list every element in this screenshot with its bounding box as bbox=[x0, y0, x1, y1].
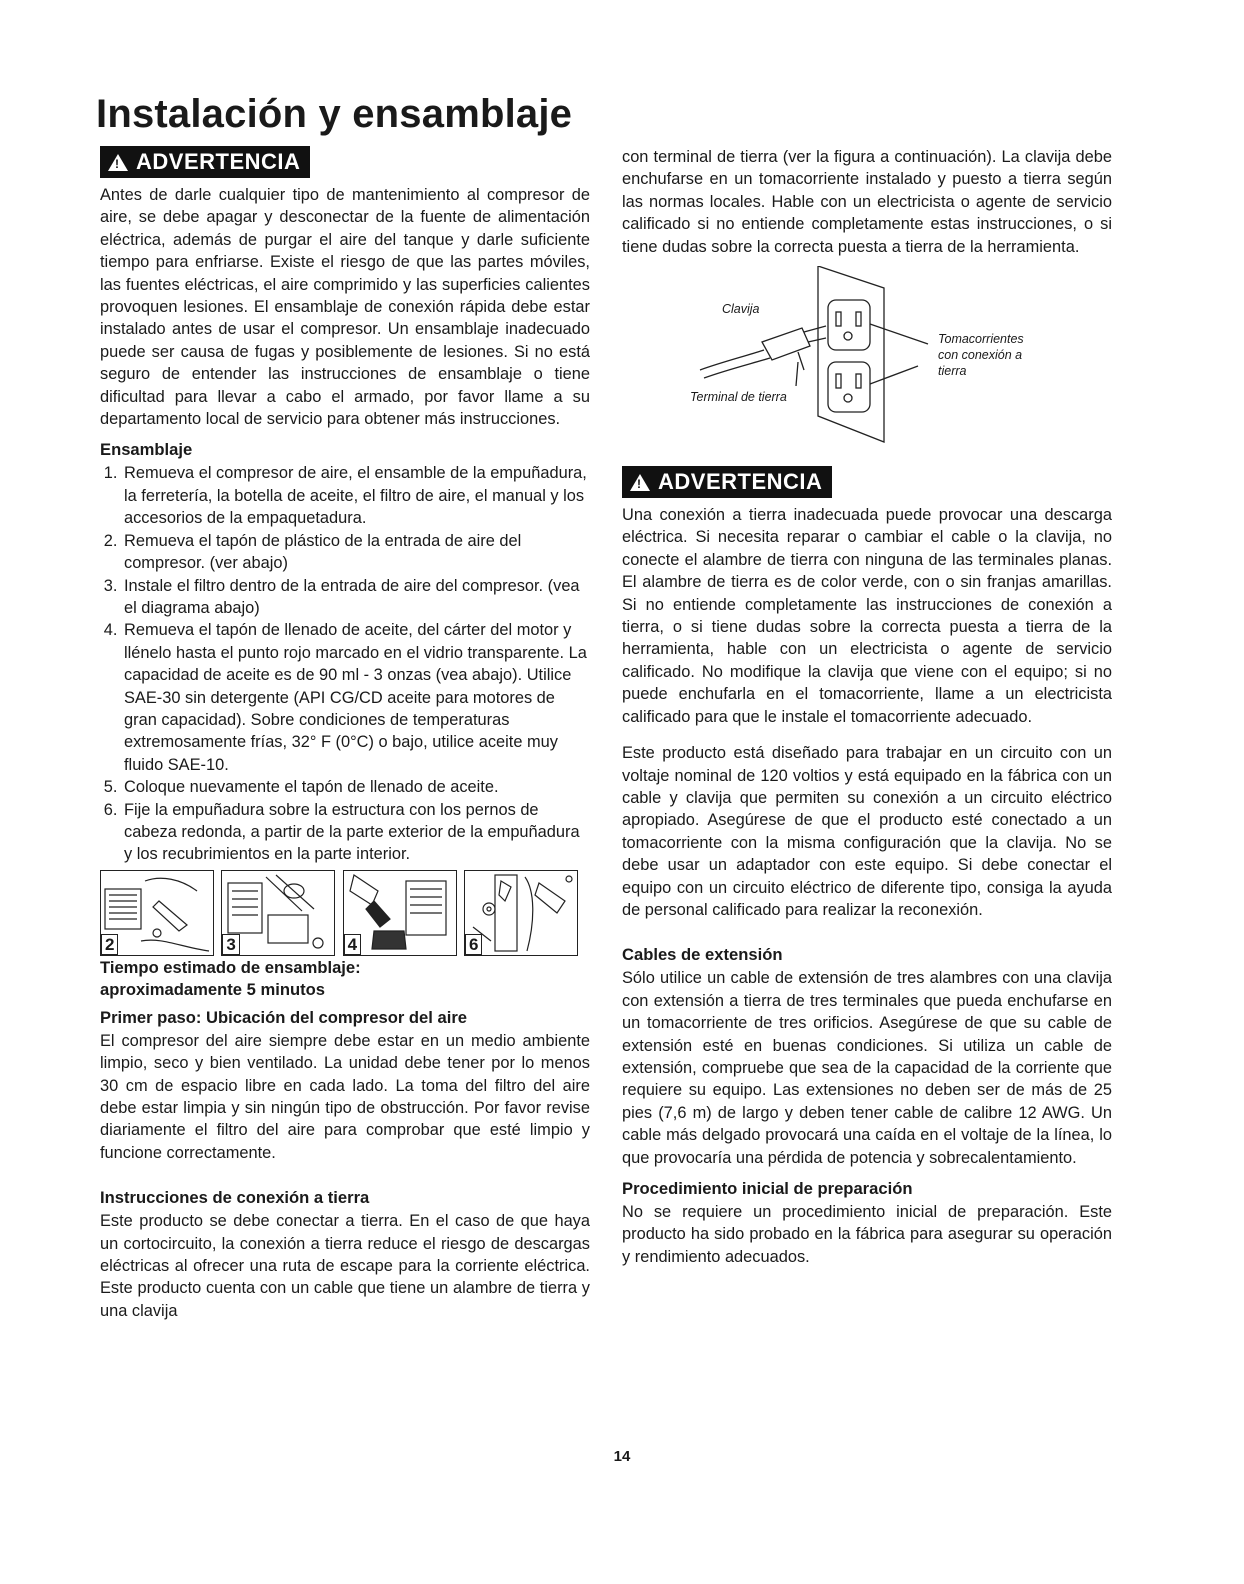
warning-text: Una conexión a tierra inadecuada puede provocar una descarga eléctrica. Si necesita reparar o cambiar el cable o la clavija, no conecte el alambre de tierra con ninguna de las terminales planas. El alambre de tierra es de color verde, con o sin franjas amarillas. Si no entiende completamente las instrucciones de conexión a tierra, o si tiene dudas sobre la correcta puesta a tierra de la herramienta, hable con un electricista o agente de servicio calificado. No modifique la clavija que viene con el equipo; si no puede enchufarla en el tomacorriente, llame a un electricista calificado para que le instale el tomacorriente adecuado. bbox=[622, 506, 1112, 726]
warning-banner bbox=[100, 146, 310, 178]
product-text: Este producto está diseñado para trabajar en un circuito con un voltaje nominal de 120 voltios y está equipado en la fábrica con un cable y clavija que permiten su conexión a un circuito eléctrico apropiado. Asegúrese de que el producto esté conectado a un tomacorriente con la misma configuración que la clavija. No se debe usar un adaptador con este equipo. Si debe conectar el equipo con un circuito eléctrico de diferente tipo, consiga la ayuda de personal calificado para realizar la reconexión. bbox=[622, 744, 1112, 919]
page-number: 14 bbox=[613, 1448, 631, 1465]
assembly-step: 3. Instale el filtro dentro de la entrada de aire del compresor. (vea el diagrama abajo) bbox=[122, 575, 590, 620]
assembly-step: 5. Coloque nuevamente el tapón de llenado de aceite. bbox=[122, 776, 590, 798]
warning-label: ADVERTENCIA bbox=[658, 469, 823, 495]
plug-outlet-illustration bbox=[622, 266, 1112, 452]
procedure-heading: Procedimiento inicial de preparación bbox=[622, 1179, 913, 1198]
warning-banner bbox=[622, 466, 832, 498]
warning-triangle-icon bbox=[108, 154, 128, 171]
assembly-photo bbox=[343, 870, 457, 956]
photo-number: 3 bbox=[222, 934, 239, 955]
photo-number: 6 bbox=[465, 934, 482, 955]
outlet-caption-line-3: tierra bbox=[938, 364, 967, 379]
extension-heading: Cables de extensión bbox=[622, 945, 783, 965]
assembly-photo bbox=[100, 870, 214, 956]
right-column bbox=[622, 146, 1112, 1268]
assembly-step: 2. Remueva el tapón de plástico de la entrada de aire del compresor. (ver abajo) bbox=[122, 530, 590, 575]
assembly-step: 1. Remueva el compresor de aire, el ensamble de la empuñadura, la ferretería, la botella de aceite, el filtro de aire, el manual y los accesorios de la empaquetadura. bbox=[122, 462, 590, 529]
page-title: Instalación y ensamblaje bbox=[96, 92, 573, 136]
outlet-caption-line-1: Tomacorrientes bbox=[938, 332, 1024, 347]
photo-number: 4 bbox=[344, 934, 361, 955]
warning-label: ADVERTENCIA bbox=[136, 149, 301, 174]
step1-heading: Primer paso: Ubicación del compresor del aire bbox=[100, 1007, 468, 1027]
warning-triangle-icon bbox=[630, 474, 650, 491]
warning-text: Antes de darle cualquier tipo de mantenimiento al compresor de aire, se debe apagar y desconectar de la fuente de alimentación eléctrica, además de purgar el aire del tanque y darle suficiente tiempo para enfriarse. Existe el riesgo de que las partes móviles, las fuentes eléctricas, el aire comprimido y las superficies calientes provoquen lesiones. El ensamblaje de conexión rápida debe estar instalado antes de usar el compresor. Un ensamblaje inadecuado puede ser causa de fugas y posiblemente de lesiones. Si no está seguro de entender las instrucciones de ensamblaje o tiene dificultad para llevar a cabo el armado, por favor llame a su departamento local de servicio para obtener más instrucciones. bbox=[100, 186, 590, 429]
extension-text: Sólo utilice un cable de extensión de tres alambres con una clavija con extensión a tierra de tres terminales que pueda enchufarse en un tomacorriente de tres orificios. Asegúrese de que su cable de extensión esté en buenas condiciones. Si utiliza un cable de extensión, compruebe que sea de la capacidad de la corriente que requiere su equipo. Las extensiones no deben ser de más de 25 pies (7,6 m) de largo y deben tener cable de calibre 12 AWG. Un cable más delgado provocará una caída en el voltaje de la línea, lo que provocaría una pérdida de potencia y sobrecalentamiento. bbox=[622, 969, 1112, 1167]
step1-text: El compresor del aire siempre debe estar en un medio ambiente limpio, seco y bien ventilado. La unidad debe tener por lo menos 30 cm de espacio libre en cada lado. La toma del filtro del aire debe estar limpia y sin ningún tipo de obstrucción. Por favor revise diariamente el filtro del aire para comprobar que esté limpio y funcione correctamente. bbox=[100, 1031, 590, 1162]
photo-number: 2 bbox=[101, 934, 118, 955]
assembly-step: 4. Remueva el tapón de llenado de aceite, del cárter del motor y llénelo hasta el punto rojo marcado en el vidrio transparente. La capacidad de aceite es de 90 ml - 3 onzas (vea abajo). Utilice SAE-30 sin detergente (API CG/CD aceite para motores de gran capacidad). Sobre condiciones de temperaturas extremosamente frías, 32° F (0°C) o bajo, utilice aceite muy fluido SAE-10. bbox=[122, 619, 590, 776]
assembly-photo bbox=[221, 870, 335, 956]
time-heading-line-2: aproximadamente 5 minutos bbox=[100, 979, 325, 999]
assembly-heading: Ensamblaje bbox=[100, 440, 193, 460]
time-heading-line-1: Tiempo estimado de ensamblaje: bbox=[100, 957, 361, 977]
ground-text-continued: con terminal de tierra (ver la figura a continuación). La clavija debe enchufarse en un tomacorriente instalado y puesto a tierra según las normas locales. Hable con un electricista o agente de servicio calificado si no entiende completamente estas instrucciones, o si tiene dudas sobre la correcta puesta a tierra de la herramienta. bbox=[622, 148, 1112, 256]
assembly-steps bbox=[100, 462, 590, 865]
grounded-outlet-figure bbox=[622, 266, 1112, 452]
ground-text: Este producto se debe conectar a tierra. En el caso de que haya un cortocircuito, la conexión a tierra reduce el riesgo de descargas eléctricas al ofrecer una ruta de escape para la corriente eléctrica. Este producto cuenta con un cable que tiene un alambre de tierra y una clavija bbox=[100, 1212, 590, 1320]
assembly-photo bbox=[464, 870, 578, 956]
left-column bbox=[100, 146, 590, 1322]
assembly-photo-strip bbox=[100, 870, 578, 956]
ground-terminal-caption: Terminal de tierra bbox=[690, 390, 787, 405]
ground-heading: Instrucciones de conexión a tierra bbox=[100, 1188, 370, 1208]
procedure-text: No se requiere un procedimiento inicial de preparación. Este producto ha sido probado en la fábrica para asegurar su operación y rendimiento adecuados. bbox=[622, 1203, 1112, 1266]
assembly-step: 6. Fije la empuñadura sobre la estructura con los pernos de cabeza redonda, a partir de la parte exterior de la empuñadura y los recubrimientos en la parte interior. bbox=[122, 799, 590, 866]
outlet-caption-line-2: con conexión a bbox=[938, 348, 1023, 363]
plug-caption: Clavija bbox=[722, 302, 760, 317]
